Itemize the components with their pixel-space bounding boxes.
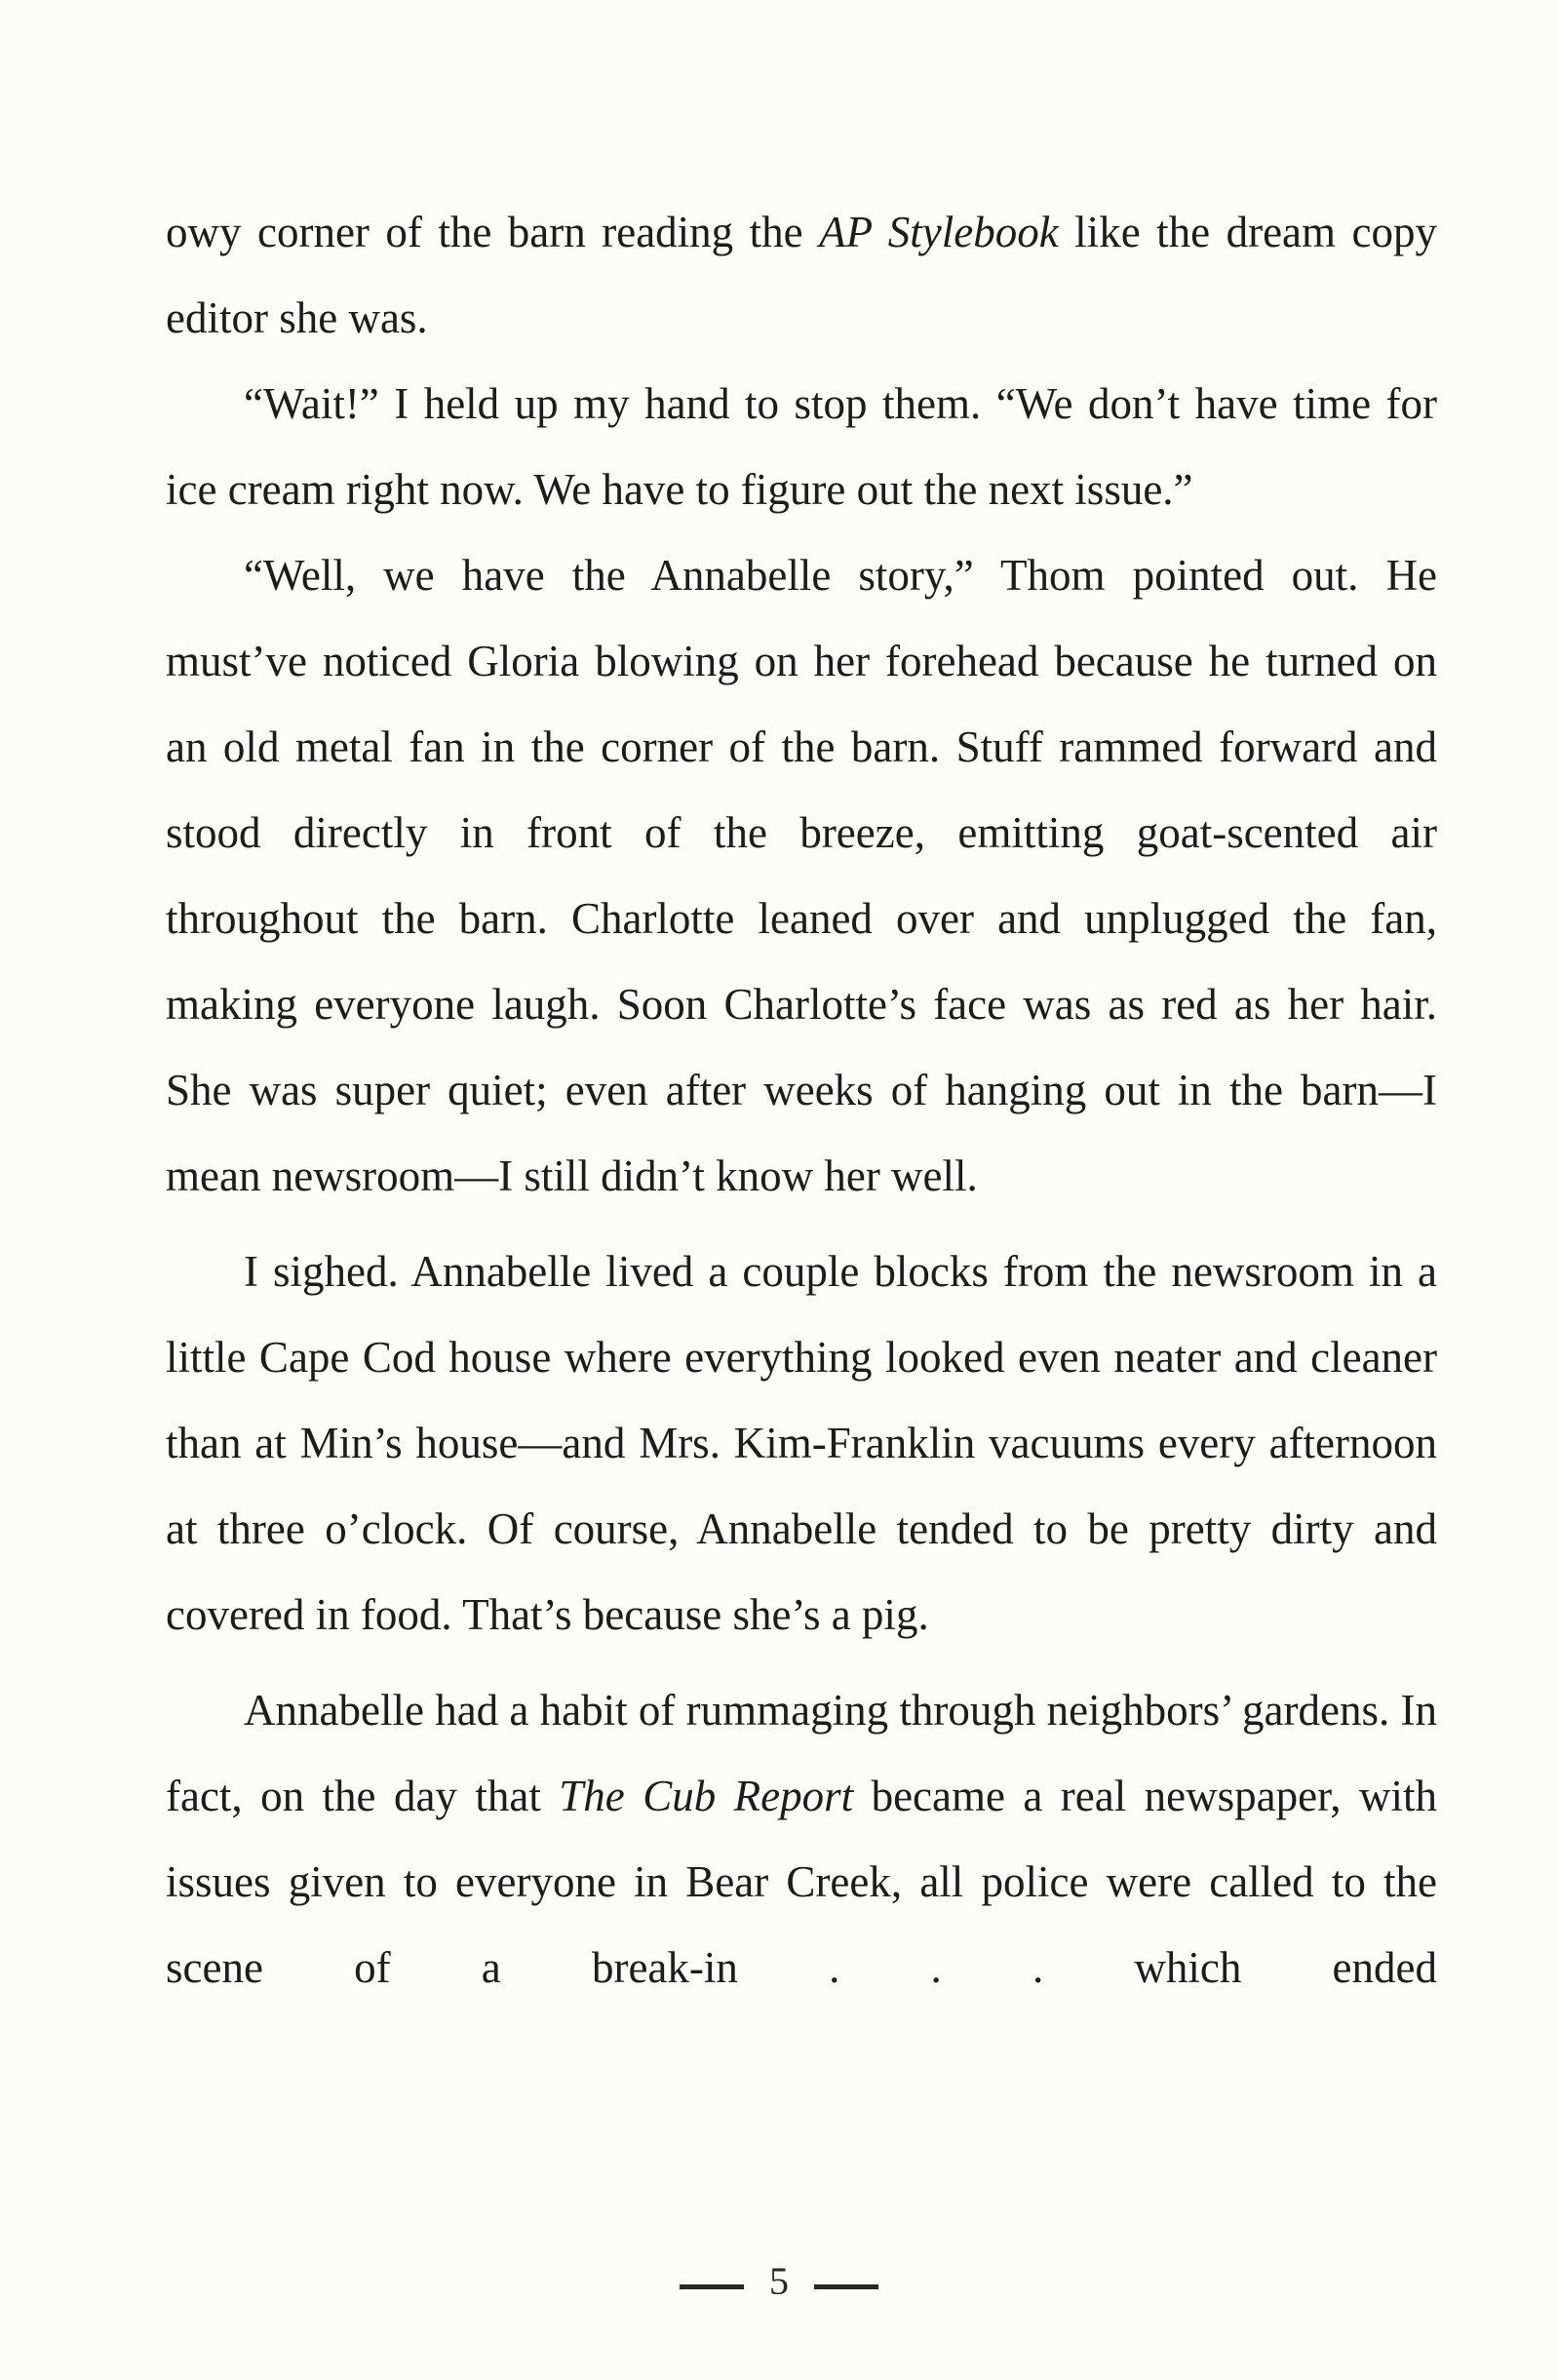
body-text [166, 189, 1437, 2010]
page-number: 5 [769, 2259, 789, 2303]
folio-dash-left [680, 2284, 744, 2289]
paragraph-5: Annabelle had a habit of rummaging through neighbors’ gardens. In fact, on the day that The Cub Report became a real newspaper, with issues given to everyone in Bear Creek, all police were called to the scene of a break-in . . . which ended [166, 1686, 1437, 1992]
paragraph-4: I sighed. Annabelle lived a couple blocks from the newsroom in a little Cape Cod house where everything looked even neater and cleaner than at Min’s house—and Mrs. Kim-Franklin vacuums every afternoon at three o’clock. Of course, Annabelle tended to be pretty dirty and covered in food. That’s because she’s a pig. [166, 1247, 1437, 1639]
paragraph-1: owy corner of the barn reading the AP Stylebook like the dream copy editor she was. [166, 208, 1437, 342]
paragraph-3: “Well, we have the Annabelle story,” Thom pointed out. He must’ve noticed Gloria blowing on her forehead because he turned on an old metal fan in the corner of the barn. Stuff rammed forward and stood directly in front of the breeze, emitting goat-scented air throughout the barn. Charlotte leaned over and unplugged the fan, making everyone laugh. Soon Charlotte’s face was as red as her hair. She was super quiet; even after weeks of hanging out in the barn—I mean newsroom—I still didn’t know her well. [166, 551, 1437, 1200]
book-title-ap-stylebook: AP Stylebook [819, 208, 1059, 256]
page-footer [0, 2252, 1558, 2311]
newspaper-title-cub-report: The Cub Report [559, 1772, 854, 1820]
folio-dash-right [814, 2284, 878, 2289]
paragraph-2: “Wait!” I held up my hand to stop them. “We don’t have time for ice cream right now. We have to figure out the next issue.” [166, 379, 1437, 514]
